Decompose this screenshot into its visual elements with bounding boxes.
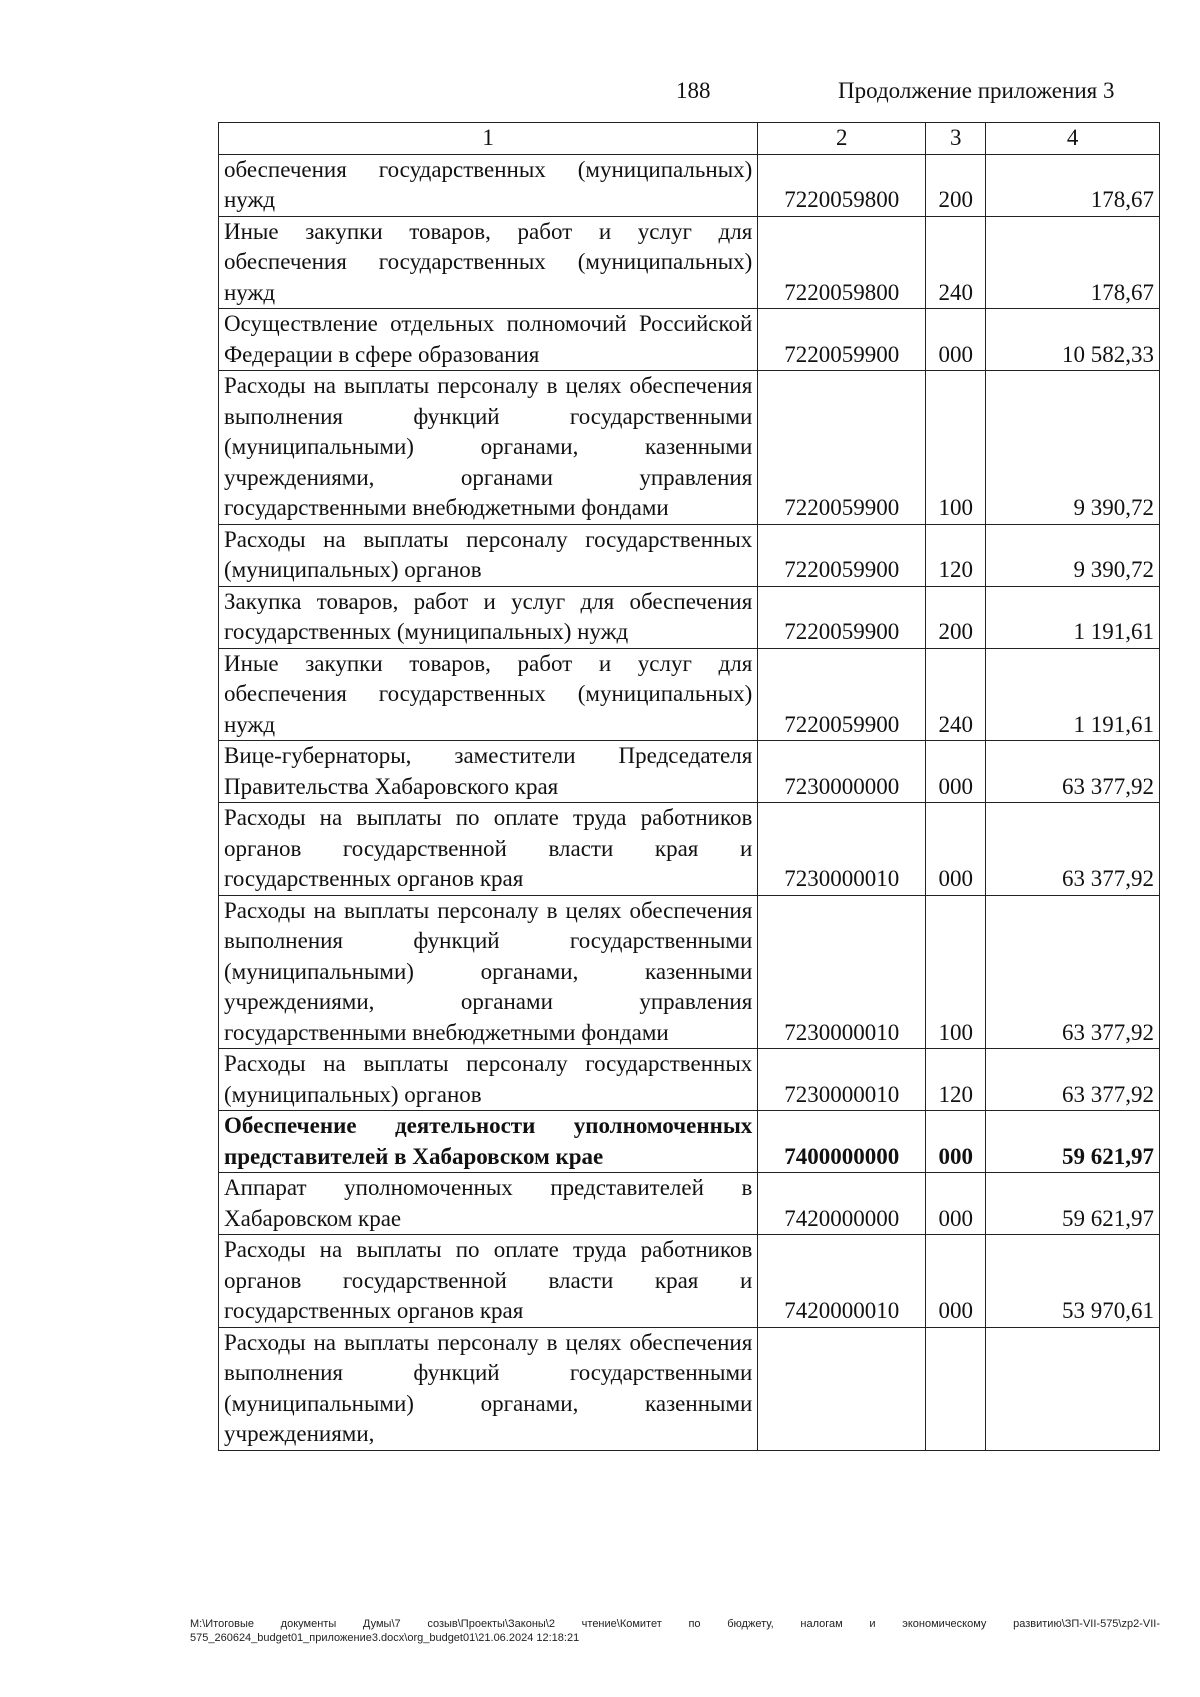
table-row — [219, 309, 1160, 371]
table-row — [219, 154, 1160, 216]
row-expense-type: 120 — [926, 524, 986, 586]
row-name: Расходы на выплаты персоналу государственных (муниципальных) органов — [219, 1049, 758, 1111]
row-amount: 1 191,61 — [986, 648, 1160, 741]
row-amount: 178,67 — [986, 216, 1160, 309]
row-amount: 63 377,92 — [986, 1049, 1160, 1111]
row-amount: 178,67 — [986, 154, 1160, 216]
column-header-1: 1 — [219, 123, 758, 155]
row-expense-type: 200 — [926, 586, 986, 648]
table-row — [219, 1111, 1160, 1173]
row-amount: 9 390,72 — [986, 371, 1160, 525]
table-row — [219, 216, 1160, 309]
row-code: 7220059900 — [758, 648, 926, 741]
row-code: 7420000000 — [758, 1173, 926, 1235]
row-expense-type: 240 — [926, 648, 986, 741]
row-amount: 63 377,92 — [986, 895, 1160, 1049]
table-row — [219, 1235, 1160, 1328]
row-name: Иные закупки товаров, работ и услуг для обеспечения государственных (муниципальных) нужд — [219, 216, 758, 309]
row-code: 7420000010 — [758, 1235, 926, 1328]
row-code: 7400000000 — [758, 1111, 926, 1173]
row-expense-type: 100 — [926, 895, 986, 1049]
row-code: 7230000000 — [758, 741, 926, 803]
row-expense-type: 100 — [926, 371, 986, 525]
row-name: Расходы на выплаты по оплате труда работников органов государственной власти края и государственных органов края — [219, 1235, 758, 1328]
table-row — [219, 648, 1160, 741]
row-name: Расходы на выплаты по оплате труда работников органов государственной власти края и государственных органов края — [219, 803, 758, 896]
row-code — [758, 1327, 926, 1450]
row-expense-type: 240 — [926, 216, 986, 309]
table-row — [219, 371, 1160, 525]
row-expense-type: 200 — [926, 154, 986, 216]
file-path-footer: M:\Итоговые документы Думы\7 созыв\Проекты\Законы\2 чтение\Комитет по бюджету, налогам и экономическому развитию\ЗП-VII-575\zp2-VII-575_260624_budget01_приложение3.docx\org_budget01\21.06.2024 12:18:21 — [190, 1618, 1160, 1644]
budget-table — [218, 122, 1160, 1451]
row-name: Аппарат уполномоченных представителей в Хабаровском крае — [219, 1173, 758, 1235]
row-code: 7220059800 — [758, 154, 926, 216]
continuation-label: Продолжение приложения 3 — [838, 78, 1115, 103]
row-amount: 63 377,92 — [986, 803, 1160, 896]
row-code: 7220059800 — [758, 216, 926, 309]
page-number: 188 — [676, 78, 711, 103]
table-row — [219, 586, 1160, 648]
row-amount: 59 621,97 — [986, 1173, 1160, 1235]
row-name: Вице-губернаторы, заместители Председателя Правительства Хабаровского края — [219, 741, 758, 803]
row-name: Расходы на выплаты персоналу в целях обеспечения выполнения функций государственными (муниципальными) органами, казенными учреждениями, органами управления государственными внебюджетными фондами — [219, 895, 758, 1049]
row-amount: 1 191,61 — [986, 586, 1160, 648]
row-expense-type: 000 — [926, 309, 986, 371]
table-body — [219, 154, 1160, 1450]
row-name: Обеспечение деятельности уполномоченных представителей в Хабаровском крае — [219, 1111, 758, 1173]
row-code: 7230000010 — [758, 895, 926, 1049]
row-code: 7220059900 — [758, 309, 926, 371]
row-name: Закупка товаров, работ и услуг для обеспечения государственных (муниципальных) нужд — [219, 586, 758, 648]
row-expense-type: 120 — [926, 1049, 986, 1111]
table-row — [219, 1049, 1160, 1111]
table-row — [219, 895, 1160, 1049]
row-amount: 10 582,33 — [986, 309, 1160, 371]
row-code: 7230000010 — [758, 803, 926, 896]
row-amount: 63 377,92 — [986, 741, 1160, 803]
row-code: 7230000010 — [758, 1049, 926, 1111]
row-amount: 59 621,97 — [986, 1111, 1160, 1173]
row-expense-type: 000 — [926, 1173, 986, 1235]
row-name: Иные закупки товаров, работ и услуг для обеспечения государственных (муниципальных) нужд — [219, 648, 758, 741]
table-row — [219, 1327, 1160, 1450]
row-expense-type: 000 — [926, 1111, 986, 1173]
row-name: обеспечения государственных (муниципальных) нужд — [219, 154, 758, 216]
table-row — [219, 803, 1160, 896]
row-amount — [986, 1327, 1160, 1450]
column-header-2: 2 — [758, 123, 926, 155]
table-header-row — [219, 123, 1160, 155]
row-code: 7220059900 — [758, 586, 926, 648]
row-amount: 53 970,61 — [986, 1235, 1160, 1328]
row-code: 7220059900 — [758, 524, 926, 586]
row-expense-type: 000 — [926, 1235, 986, 1328]
row-name: Расходы на выплаты персоналу в целях обеспечения выполнения функций государственными (муниципальными) органами, казенными учреждениями, — [219, 1327, 758, 1450]
row-expense-type: 000 — [926, 741, 986, 803]
column-header-4: 4 — [986, 123, 1160, 155]
row-amount: 9 390,72 — [986, 524, 1160, 586]
table-row — [219, 524, 1160, 586]
row-expense-type: 000 — [926, 803, 986, 896]
row-code: 7220059900 — [758, 371, 926, 525]
row-expense-type — [926, 1327, 986, 1450]
table-row — [219, 741, 1160, 803]
row-name: Расходы на выплаты персоналу государственных (муниципальных) органов — [219, 524, 758, 586]
row-name: Осуществление отдельных полномочий Российской Федерации в сфере образования — [219, 309, 758, 371]
table-row — [219, 1173, 1160, 1235]
row-name: Расходы на выплаты персоналу в целях обеспечения выполнения функций государственными (муниципальными) органами, казенными учреждениями, органами управления государственными внебюджетными фондами — [219, 371, 758, 525]
column-header-3: 3 — [926, 123, 986, 155]
